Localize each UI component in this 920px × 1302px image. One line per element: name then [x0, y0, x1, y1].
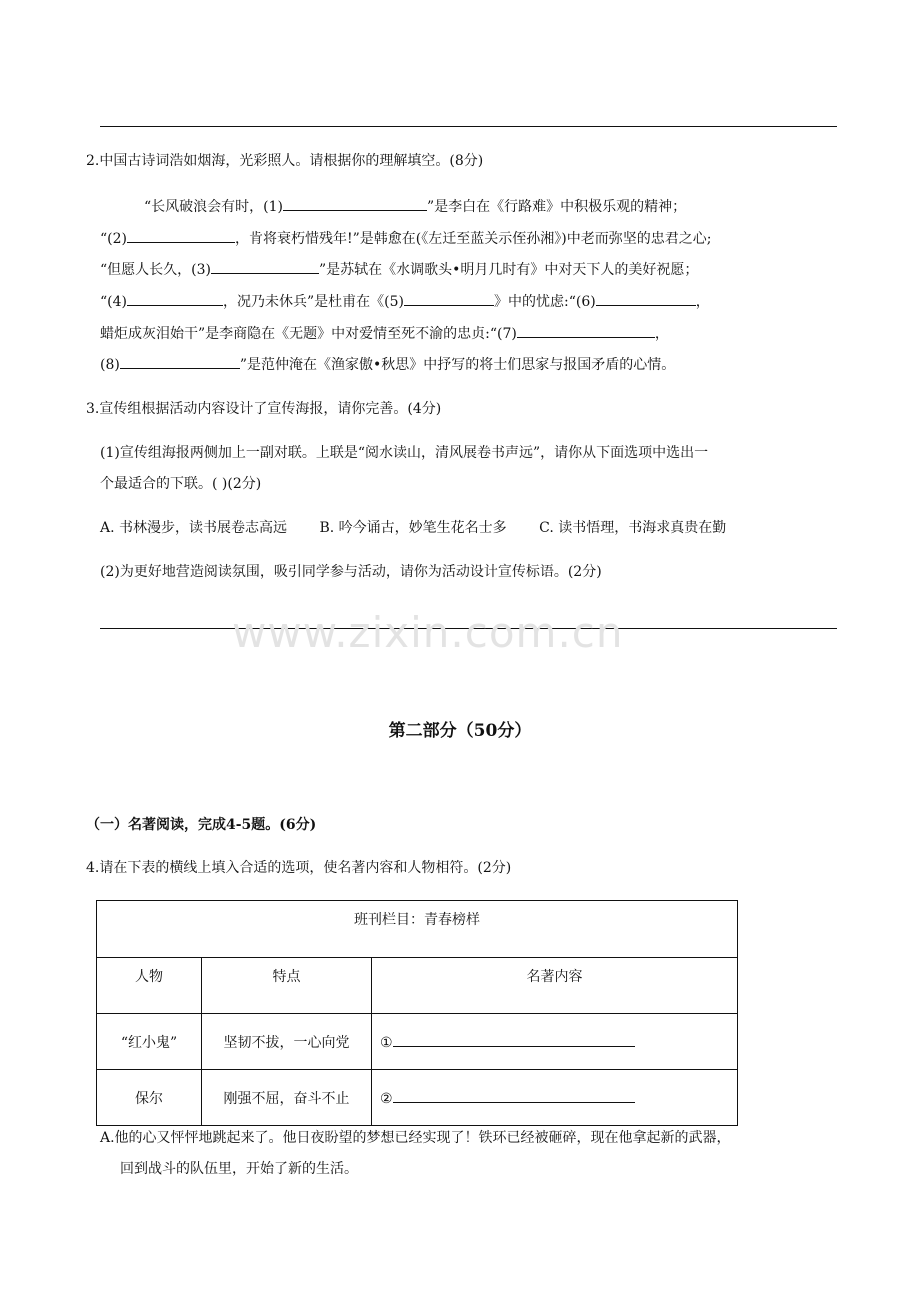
q2-line-2 [100, 228, 711, 250]
q2-heading: 2.中国古诗词浩如烟海，光彩照人。请根据你的理解填空。(8分) [86, 153, 484, 169]
q2-line-6 [100, 354, 675, 376]
q2-line-1 [144, 196, 686, 218]
table-row [97, 1014, 738, 1070]
q2-text: ， [654, 326, 669, 342]
answer-blank-1[interactable] [283, 196, 427, 211]
row-mark: ① [380, 1035, 393, 1051]
q2-text: 》中的忧虑:“(6) [494, 294, 596, 310]
section-one-heading: （一）名著阅读，完成4-5题。(6分) [86, 817, 317, 833]
answer-blank-8[interactable] [120, 354, 240, 369]
q3-part1-line2: 个最适合的下联。( )(2分) [100, 476, 262, 492]
part-two-title: 第二部分（50分） [388, 721, 532, 741]
table-answer-blank-1[interactable] [393, 1032, 635, 1047]
answer-blank-3[interactable] [211, 259, 319, 274]
q2-text: “长风破浪会有时，(1) [144, 199, 283, 215]
q3-part1-line1: (1)宣传组海报两侧加上一副对联。上联是“阅水读山，清风展卷书声远”，请你从下面选项中选出一 [100, 445, 709, 461]
option-a[interactable]: A. 书林漫步，读书展卷志高远 [100, 520, 288, 536]
top-divider [100, 126, 837, 127]
row-mark: ② [380, 1091, 393, 1107]
option-b[interactable]: B. 吟今诵古，妙笔生花名士多 [319, 520, 507, 536]
q2-text: “(4) [100, 294, 127, 310]
answer-blank-6[interactable] [596, 291, 696, 306]
q3-part2: (2)为更好地营造阅读氛围，吸引同学参与活动，请你为活动设计宣传标语。(2分) [100, 564, 602, 580]
option-a-line1: A.他的心又怦怦地跳起来了。他日夜盼望的梦想已经实现了！铁环已经被砸碎，现在他拿起新的武器， [100, 1130, 731, 1146]
q2-text: ”是范仲淹在《渔家傲•秋思》中抒写的将士们思家与报国矛盾的心情。 [239, 357, 676, 373]
q2-line-4 [100, 291, 710, 313]
q2-text: ， [695, 294, 710, 310]
q2-text: (8) [100, 357, 120, 373]
q2-line-5 [100, 323, 669, 345]
cell-person: 保尔 [97, 1070, 202, 1126]
header-trait: 特点 [202, 958, 372, 1014]
cell-person: “红小鬼” [97, 1014, 202, 1070]
role-model-table [96, 900, 738, 1126]
table-answer-blank-2[interactable] [393, 1088, 635, 1103]
option-c[interactable]: C. 读书悟理，书海求真贵在勤 [539, 520, 727, 536]
cell-content [372, 1014, 738, 1070]
header-person: 人物 [97, 958, 202, 1014]
answer-blank-7[interactable] [517, 323, 655, 338]
answer-blank-5[interactable] [404, 291, 494, 306]
cell-trait: 刚强不屈，奋斗不止 [202, 1070, 372, 1126]
q2-text: “(2) [100, 231, 127, 247]
q2-text: 蜡炬成灰泪始干”是李商隐在《无题》中对爱情至死不渝的忠贞:“(7) [100, 326, 517, 342]
cell-content [372, 1070, 738, 1126]
table-caption-text: 班刊栏目：青春榜样 [354, 912, 480, 928]
q3-options [100, 517, 726, 539]
q2-text: ”是李白在《行路难》中积极乐观的精神； [427, 199, 687, 215]
cell-trait: 坚韧不拔，一心向党 [202, 1014, 372, 1070]
header-content: 名著内容 [372, 958, 738, 1014]
answer-blank-4[interactable] [127, 291, 223, 306]
q3-heading: 3.宣传组根据活动内容设计了宣传海报，请你完善。(4分) [86, 401, 442, 417]
option-a-line2: 回到战斗的队伍里，开始了新的生活。 [120, 1161, 358, 1177]
answer-blank-2[interactable] [127, 228, 235, 243]
q4-heading: 4.请在下表的横线上填入合适的选项，使名著内容和人物相符。(2分) [86, 860, 512, 876]
watermark: www.zixin.com.cn [232, 608, 624, 657]
q2-text: ，肯将衰朽惜残年!”是韩愈在(《左迁至蓝关示侄孙湘》)中老而弥坚的忠君之心; [235, 231, 712, 247]
q2-text: “但愿人长久，(3) [100, 262, 211, 278]
q2-text: ，况乃未休兵”是杜甫在《(5) [223, 294, 404, 310]
table-row [97, 1070, 738, 1126]
q2-text: ”是苏轼在《水调歌头•明月几时有》中对天下人的美好祝愿； [319, 262, 699, 278]
q2-line-3 [100, 259, 698, 281]
table-caption [97, 901, 738, 958]
